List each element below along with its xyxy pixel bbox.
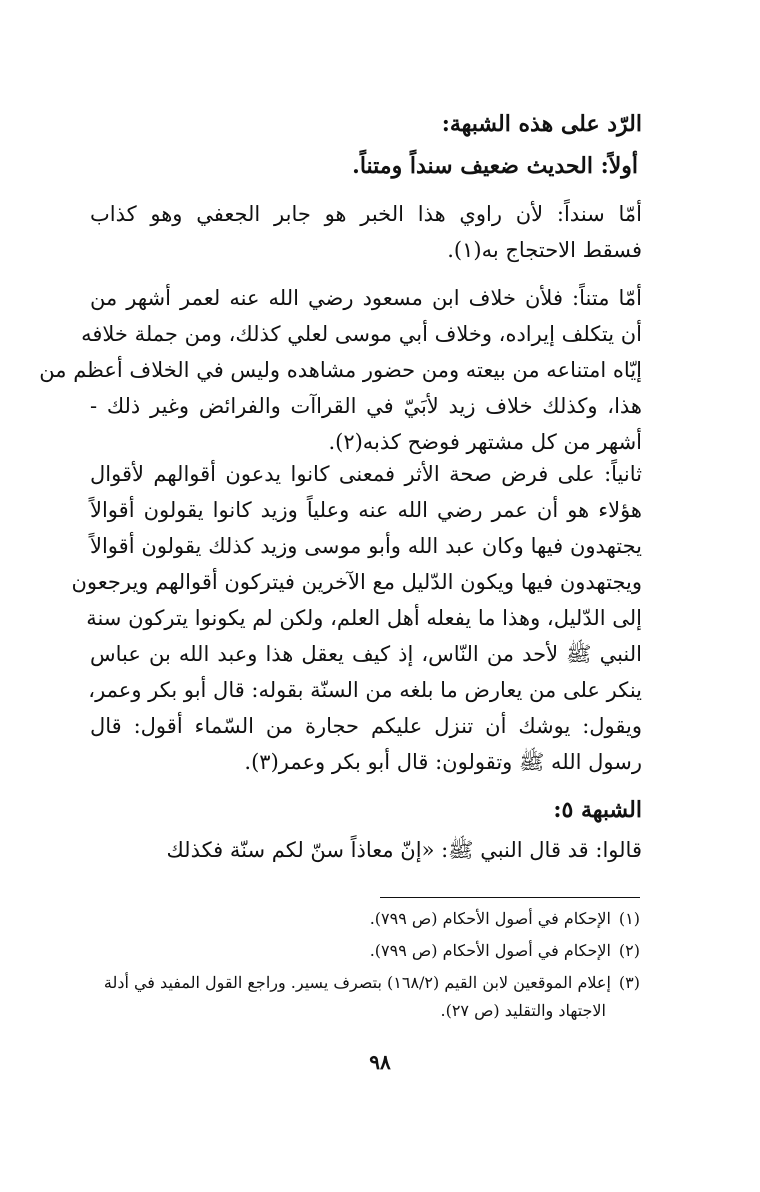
paragraph-line: النبي ﷺ لأحد من النّاس، إذ كيف يعقل هذا وعبد الله بن عباس <box>90 642 642 666</box>
paragraph-matn <box>39 280 642 460</box>
paragraph-line: هؤلاء هو أن عمر رضي الله عنه وعلياً وزيد كانوا يقولون أقوالاً <box>90 498 642 522</box>
paragraph-second-point <box>71 456 642 780</box>
paragraph-line: أن يتكلف إيراده، وخلاف أبي موسى لعلي كذلك، ومن جملة خلافه <box>81 322 642 346</box>
footnote-number: (١) <box>618 909 640 928</box>
footnote-1 <box>90 905 640 933</box>
footnote-divider <box>380 897 640 898</box>
paragraph-line: إلى الدّليل، وهذا ما يفعله أهل العلم، ولكن لم يكونوا يتركون سنة <box>86 606 642 630</box>
paragraph-line: ثانياً: على فرض صحة الأثر فمعنى كانوا يدعون أقوالهم لأقوال <box>90 462 642 486</box>
paragraph-line: ويقول: يوشك أن تنزل عليكم حجارة من السّماء أقول: قال <box>90 714 642 738</box>
page-number: ٩٨ <box>369 1050 391 1074</box>
footnote-text: إعلام الموقعين لابن القيم (١٦٨/٢) بتصرف يسير. وراجع القول المفيد في أدلة <box>103 973 611 992</box>
paragraph-line: أمّا متناً: فلأن خلاف ابن مسعود رضي الله عنه لعمر أشهر من <box>90 286 642 310</box>
paragraph-line: يجتهدون فيها وكان عبد الله وأبو موسى وزيد كذلك يقولون أقوالاً <box>90 534 642 558</box>
paragraph-line: قالوا: قد قال النبي ﷺ: «إنّ معاذاً سنّ لكم سنّة فكذلك <box>166 838 642 862</box>
paragraph-line: إيّاه امتناعه من بيعته ومن حضور مشاهده وليس في الخلاف أعظم من <box>39 358 642 382</box>
footnote-2 <box>90 937 640 965</box>
footnote-text: الإحكام في أصول الأحكام (ص ٧٩٩). <box>369 941 611 960</box>
footnote-number: (٢) <box>618 941 640 960</box>
footnote-3 <box>90 969 640 1025</box>
paragraph-line: هذا، وكذلك خلاف زيد لأبَيّ في القراآت والفرائض وغير ذلك - <box>90 394 642 418</box>
footnote-number: (٣) <box>618 973 640 992</box>
footnotes <box>90 905 640 1025</box>
paragraph-line: ينكر على من يعارض ما بلغه من السنّة بقوله: قال أبو بكر وعمر، <box>88 678 642 702</box>
paragraph-line: ويجتهدون فيها ويكون الدّليل مع الآخرين فيتركون أقوالهم ويرجعون <box>71 570 642 594</box>
footnote-text-continued: الاجتهاد والتقليد (ص ٢٧). <box>440 1001 606 1020</box>
heading-rebuttal: الرّد على هذه الشبهة: <box>441 111 642 137</box>
paragraph-shubha-5 <box>90 832 642 868</box>
heading-shubha-5: الشبهة ٥: <box>553 797 642 823</box>
paragraph-line: فسقط الاحتجاج به(١). <box>447 238 642 262</box>
heading-first-point: أولاً: الحديث ضعيف سنداً ومتناً. <box>352 153 638 179</box>
paragraph-line: أشهر من كل مشتهر فوضح كذبه(٢). <box>328 430 642 454</box>
paragraph-sanad <box>90 196 642 268</box>
paragraph-line: أمّا سنداً: لأن راوي هذا الخبر هو جابر الجعفي وهو كذاب <box>90 202 642 226</box>
footnote-text: الإحكام في أصول الأحكام (ص ٧٩٩). <box>369 909 611 928</box>
paragraph-line: رسول الله ﷺ وتقولون: قال أبو بكر وعمر(٣). <box>244 750 642 774</box>
